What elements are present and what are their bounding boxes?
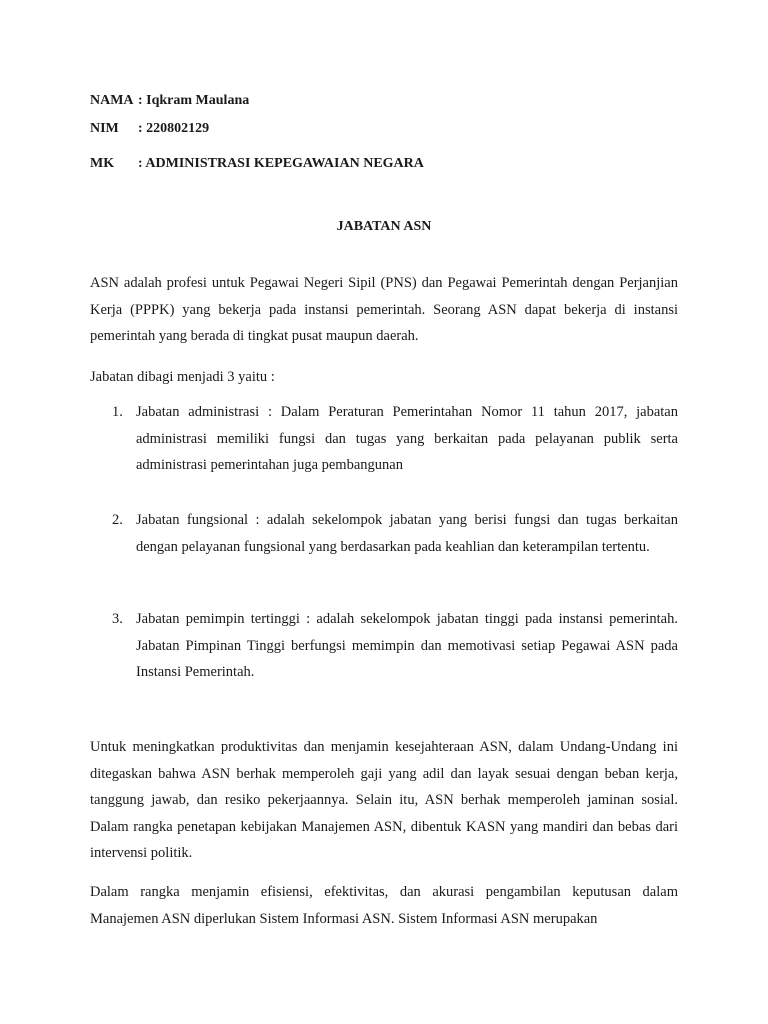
mk-value: : ADMINISTRASI KEPEGAWAIAN NEGARA <box>138 156 424 171</box>
nim-label: NIM <box>90 121 119 136</box>
list-item-number: 1. <box>112 404 123 420</box>
header-mk-row <box>90 154 424 174</box>
nama-value: : Iqkram Maulana <box>138 93 250 108</box>
mk-label: MK <box>90 156 115 171</box>
list-item-3 <box>112 606 678 686</box>
nama-label: NAMA <box>90 93 134 108</box>
welfare-paragraph: Untuk meningkatkan produktivitas dan menjamin kesejahteraan ASN, dalam Undang-Undang ini ditegaskan bahwa ASN berhak memperoleh gaji yang adil dan layak sesuai dengan beban kerja, tanggung jawab, dan resiko pekerjaannya. Selain itu, ASN berhak memperoleh jaminan sosial. Dalam rangka penetapan kebijakan Manajemen ASN, dibentuk KASN yang mandiri dan bebas dari intervensi politik. <box>90 739 678 861</box>
header-nama-row <box>90 91 249 111</box>
intro-paragraph: ASN adalah profesi untuk Pegawai Negeri Sipil (PNS) dan Pegawai Pemerintah dengan Perjanjian Kerja (PPPK) yang bekerja pada instansi pemerintah. Seorang ASN dapat bekerja di instansi pemerintah yang berada di tingkat pusat maupun daerah. <box>90 275 678 344</box>
list-item-text: Jabatan administrasi : Dalam Peraturan Pemerintahan Nomor 11 tahun 2017, jabatan administrasi memiliki fungsi dan tugas yang berkaitan pada pelayanan publik serta administrasi pemerintahan juga pembangunan <box>136 404 678 473</box>
list-item-text: Jabatan pemimpin tertinggi : adalah sekelompok jabatan tinggi pada instansi pemerintah. Jabatan Pimpinan Tinggi berfungsi memimpin dan memotivasi setiap Pegawai ASN pada Instansi Pemerintah. <box>136 611 678 680</box>
nim-value: : 220802129 <box>138 121 210 136</box>
list-item-number: 3. <box>112 611 123 627</box>
list-item-text: Jabatan fungsional : adalah sekelompok jabatan yang berisi fungsi dan tugas berkaitan dengan pelayanan fungsional yang berdasarkan pada keahlian dan keterampilan tertentu. <box>136 512 678 555</box>
information-system-paragraph: Dalam rangka menjamin efisiensi, efektivitas, dan akurasi pengambilan keputusan dalam Manajemen ASN diperlukan Sistem Informasi ASN. Sistem Informasi ASN merupakan <box>90 884 678 927</box>
list-item-number: 2. <box>112 512 123 528</box>
list-intro: Jabatan dibagi menjadi 3 yaitu : <box>90 369 275 385</box>
list-item-1 <box>112 399 678 479</box>
list-item-2 <box>112 507 678 560</box>
header-nim-row <box>90 119 209 139</box>
document-title: JABATAN ASN <box>336 219 432 234</box>
